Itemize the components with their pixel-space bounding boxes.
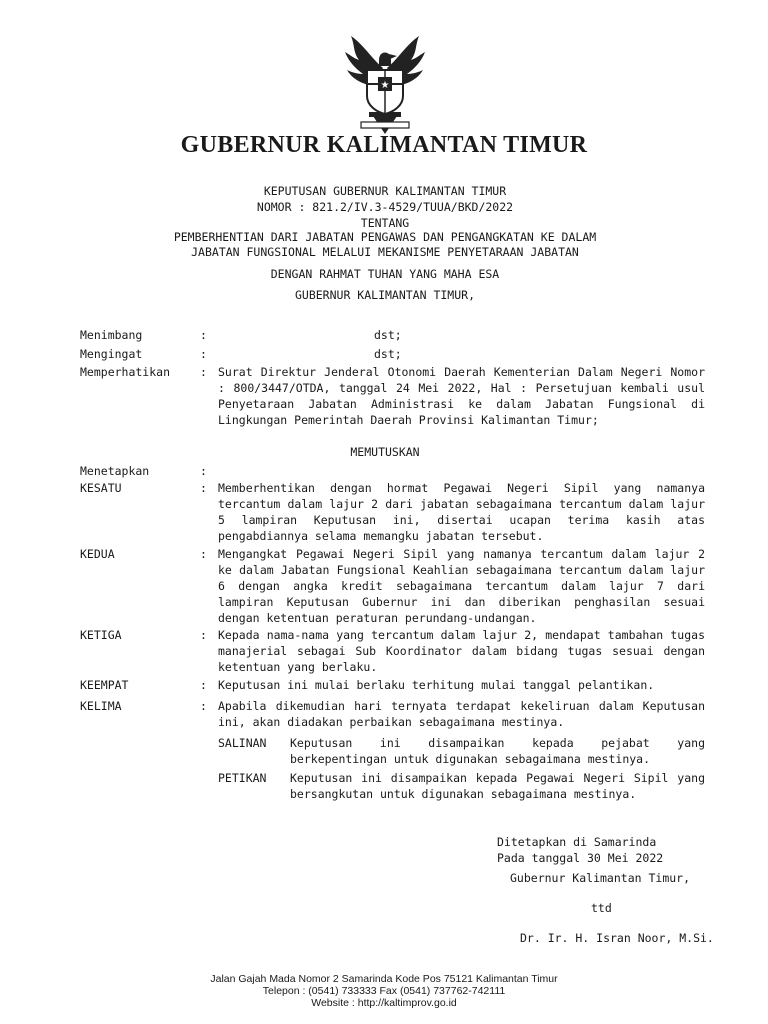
mengingat-label: Mengingat — [80, 347, 143, 361]
keempat-text: Keputusan ini mulai berlaku terhitung mulai tanggal pelantikan. — [218, 678, 655, 692]
signature-date: Pada tanggal 30 Mei 2022 — [497, 851, 664, 865]
signature-office: Gubernur Kalimantan Timur, — [510, 871, 691, 885]
decree-issuer: GUBERNUR KALIMANTAN TIMUR, — [294, 288, 475, 302]
footer-phone: Telepon : (0541) 733333 Fax (0541) 737762-742111 — [262, 985, 506, 997]
colon: : — [200, 481, 207, 495]
signature-name: Dr. Ir. H. Isran Noor, M.Si. — [520, 931, 714, 945]
keempat-label: KEEMPAT — [80, 678, 129, 692]
decree-subject-line-2: JABATAN FUNGSIONAL MELALUI MEKANISME PENYETARAAN JABATAN — [191, 245, 579, 259]
colon: : — [200, 365, 207, 379]
petikan-label: PETIKAN — [218, 771, 267, 785]
salinan-text: Keputusan ini disampaikan kepada pejabat yang berkepentingan untuk digunakan sebagaimana mestinya. — [290, 736, 705, 766]
menetapkan-label: Menetapkan — [80, 464, 150, 478]
colon: : — [200, 547, 207, 561]
ketiga-label: KETIGA — [80, 628, 122, 642]
memperhatikan-text: Surat Direktur Jenderal Otonomi Daerah Kementerian Dalam Negeri Nomor : 800/3447/OTDA, tanggal 24 Mei 2022, Hal : Persetujuan kembali usul Penyetaraan Jabatan Administrasi ke dalam Jabatan Fungsional di Lingkungan Pemerintah Daerah Provinsi Kalimantan Timur; — [218, 365, 705, 427]
kedua-text: Mengangkat Pegawai Negeri Sipil yang namanya tercantum dalam lajur 2 ke dalam Jabatan Fungsional Keahlian sebagaimana tercantum dalam lajur 6 dengan angka kredit sebagaimana tercantum dalam lajur 7 dari lampiran Keputusan Gubernur ini dan diberikan penghasilan sesuai dengan ketentuan peraturan perundang-undangan. — [218, 547, 705, 625]
signature-ttd: ttd — [591, 901, 612, 915]
signature-place: Ditetapkan di Samarinda — [497, 835, 657, 849]
decision-heading: MEMUTUSKAN — [350, 445, 420, 459]
decree-heading: KEPUTUSAN GUBERNUR KALIMANTAN TIMUR — [263, 184, 507, 198]
menimbang-value: dst; — [374, 328, 402, 342]
colon: : — [200, 328, 207, 342]
colon: : — [200, 678, 207, 692]
menimbang-label: Menimbang — [80, 328, 143, 342]
page-title: GUBERNUR KALIMANTAN TIMUR — [180, 132, 588, 158]
colon: : — [200, 347, 207, 361]
footer-address: Jalan Gajah Mada Nomor 2 Samarinda Kode Pos 75121 Kalimantan Timur — [210, 973, 558, 985]
footer — [0, 973, 768, 1009]
kelima-label: KELIMA — [80, 699, 122, 713]
colon: : — [200, 699, 207, 713]
decree-grace: DENGAN RAHMAT TUHAN YANG MAHA ESA — [270, 267, 500, 281]
decree-number: NOMOR : 821.2/IV.3-4529/TUUA/BKD/2022 — [256, 200, 514, 214]
petikan-text: Keputusan ini disampaikan kepada Pegawai Negeri Sipil yang bersangkutan untuk digunakan sebagaimana mestinya. — [290, 771, 705, 801]
footer-website: Website : http://kaltimprov.go.id — [311, 997, 457, 1009]
salinan-label: SALINAN — [218, 736, 267, 750]
kelima-text: Apabila dikemudian hari ternyata terdapat kekeliruan dalam Keputusan ini, akan diadakan perbaikan sebagaimana mestinya. — [218, 699, 705, 729]
ketiga-text: Kepada nama-nama yang tercantum dalam lajur 2, mendapat tambahan tugas manajerial sebagai Sub Koordinator dalam bidang tugas sesuai dengan ketentuan yang berlaku. — [218, 628, 705, 674]
colon: : — [200, 628, 207, 642]
garuda-pancasila-emblem-icon — [333, 30, 437, 138]
decree-subject-line-1: PEMBERHENTIAN DARI JABATAN PENGAWAS DAN PENGANGKATAN KE DALAM — [173, 230, 597, 244]
kesatu-label: KESATU — [80, 481, 122, 495]
colon: : — [200, 464, 207, 478]
svg-text:★: ★ — [380, 80, 390, 91]
mengingat-value: dst; — [374, 347, 402, 361]
kedua-label: KEDUA — [80, 547, 115, 561]
kesatu-text: Memberhentikan dengan hormat Pegawai Negeri Sipil yang namanya tercantum dalam lajur 2 dari jabatan sebagaimana tercantum dalam lajur 5 lampiran Keputusan ini, disertai ucapan terima kasih atas pengabdiannya selama memangku jabatan tersebut. — [218, 481, 705, 543]
decree-about: TENTANG — [360, 216, 410, 230]
memperhatikan-label: Memperhatikan — [80, 365, 171, 379]
